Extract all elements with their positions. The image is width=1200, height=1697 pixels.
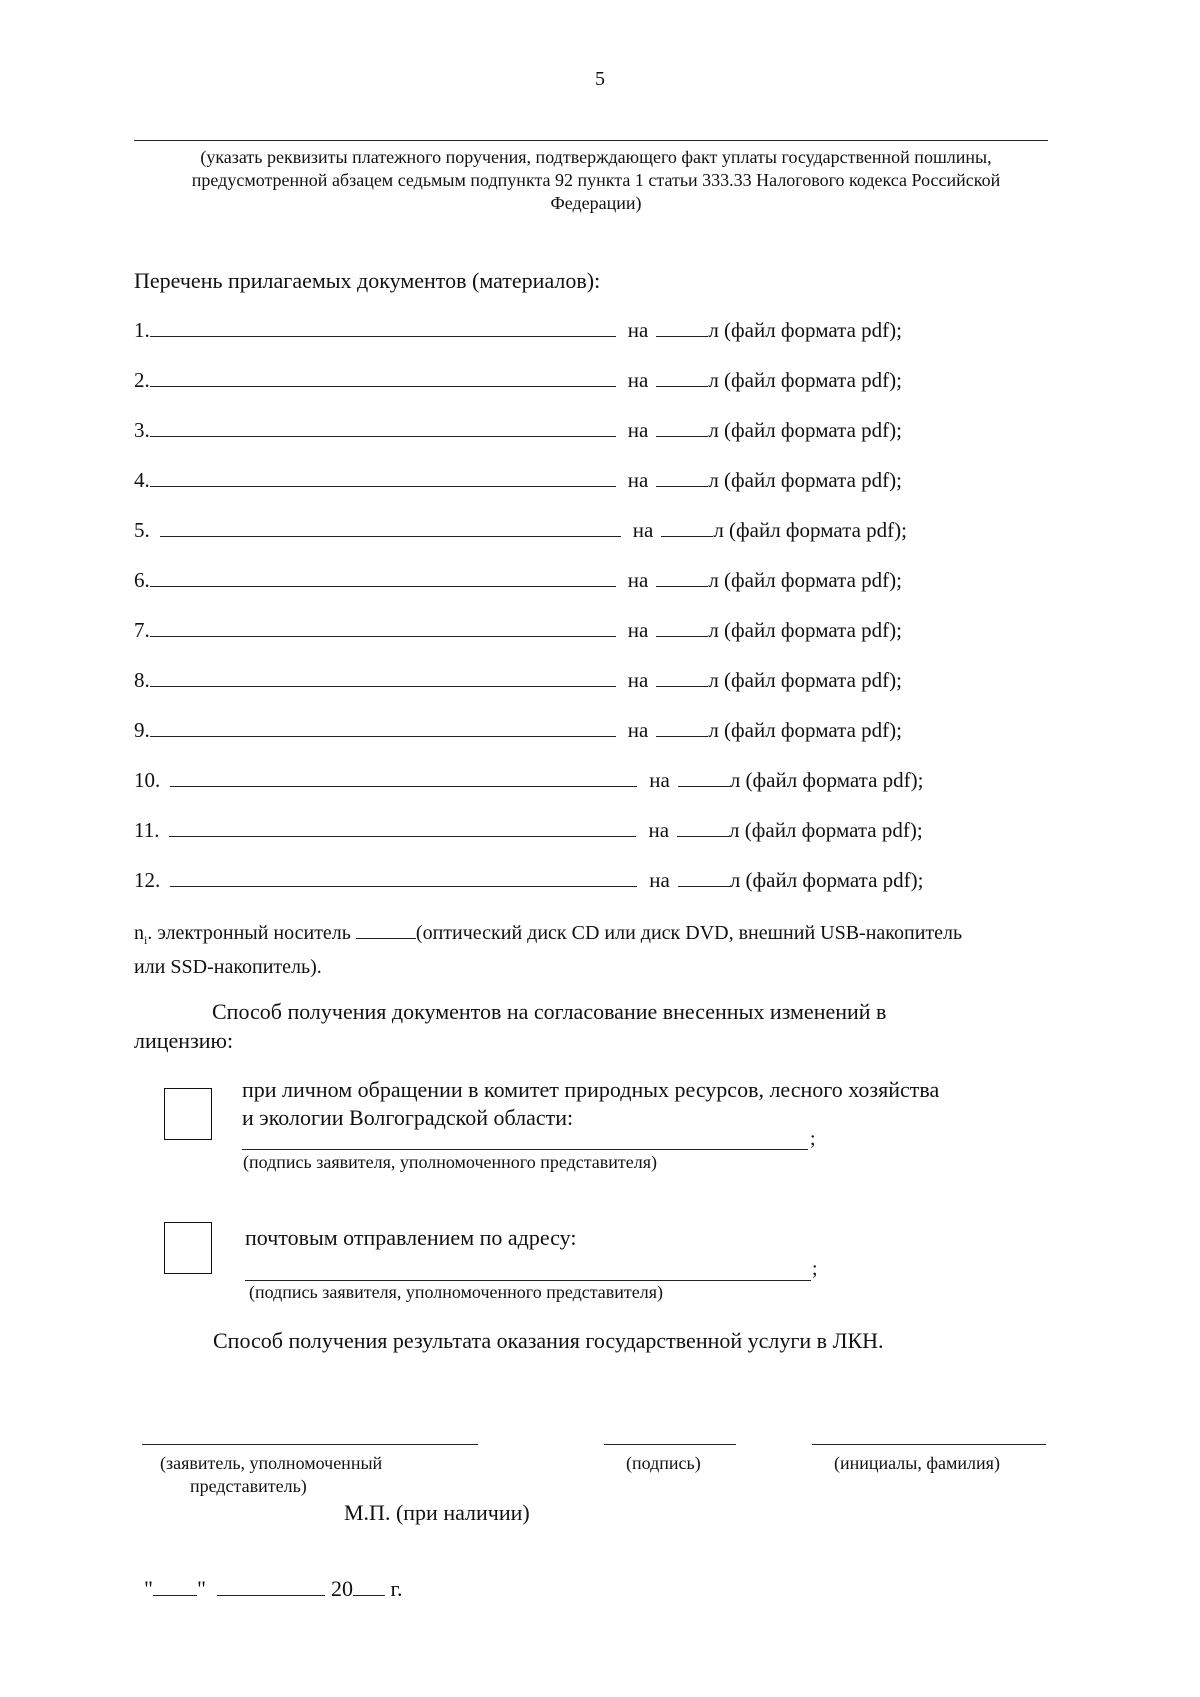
postal-semicolon: ; [812, 1258, 818, 1280]
personal-semicolon: ; [810, 1128, 816, 1150]
na-label: на [627, 418, 649, 442]
format-label: л (файл формата pdf); [708, 368, 902, 392]
date-quote-open: " [144, 1576, 153, 1601]
sheet-count-field[interactable] [656, 319, 708, 337]
payment-details-line [134, 140, 1048, 141]
sheet-count-field[interactable] [678, 869, 730, 887]
row-number: 8. [134, 668, 150, 692]
receipt-method-heading [134, 997, 1074, 1055]
signature-line[interactable] [604, 1444, 736, 1445]
na-label: на [649, 768, 670, 792]
document-row [134, 668, 902, 698]
documents-heading: Перечень прилагаемых документов (материалов): [134, 268, 601, 293]
document-row [134, 768, 923, 798]
personal-signature-field[interactable] [242, 1132, 808, 1150]
document-name-field[interactable] [169, 819, 636, 837]
month-field[interactable] [217, 1578, 325, 1596]
na-label: на [648, 818, 670, 842]
media-subscript: i [144, 933, 148, 947]
year-field[interactable] [353, 1578, 385, 1596]
year-prefix: 20 [330, 1576, 353, 1601]
document-name-field[interactable] [160, 519, 621, 537]
format-label: л (файл формата pdf); [708, 418, 902, 442]
document-row [134, 568, 902, 598]
document-name-field[interactable] [170, 769, 637, 787]
postal-signature-caption: (подпись заявителя, уполномоченного представителя) [249, 1282, 664, 1302]
media-options: (оптический диск CD или диск DVD, внешний USB-накопитель [415, 922, 963, 944]
sheet-count-field[interactable] [677, 819, 729, 837]
row-number: 11. [134, 818, 160, 842]
sheet-count-field[interactable] [661, 519, 713, 537]
payment-note [134, 146, 1058, 215]
document-name-field[interactable] [150, 319, 616, 337]
signature-caption: (подпись) [626, 1453, 701, 1473]
document-name-field[interactable] [150, 419, 616, 437]
media-label: . электронный носитель [147, 922, 351, 944]
document-row [134, 868, 923, 898]
sheet-count-field[interactable] [656, 569, 708, 587]
document-name-field[interactable] [150, 619, 616, 637]
document-row [134, 818, 923, 848]
document-name-field[interactable] [150, 369, 616, 387]
row-number: 9. [134, 718, 150, 742]
format-label: л (файл формата pdf); [713, 518, 907, 542]
year-suffix: г. [390, 1576, 403, 1601]
electronic-media-line [134, 920, 1074, 981]
row-number: 10. [134, 768, 161, 792]
media-options-continued: или SSD-накопитель). [134, 956, 322, 978]
format-label: л (файл формата pdf); [708, 618, 902, 642]
applicant-caption-line-1: (заявитель, уполномоченный [160, 1453, 383, 1473]
sheet-count-field[interactable] [656, 619, 708, 637]
row-number: 4. [134, 468, 150, 492]
document-name-field[interactable] [150, 569, 616, 587]
seal-label: М.П. (при наличии) [344, 1500, 530, 1525]
document-row [134, 718, 902, 748]
personal-visit-checkbox[interactable] [164, 1088, 212, 1140]
format-label: л (файл формата pdf); [708, 468, 902, 492]
sheet-count-field[interactable] [656, 719, 708, 737]
na-label: на [632, 518, 654, 542]
page-number: 5 [595, 68, 605, 90]
row-number: 3. [134, 418, 150, 442]
na-label: на [649, 868, 670, 892]
format-label: л (файл формата pdf); [729, 868, 924, 892]
result-method: Способ получения результата оказания государственной услуги в ЛКН. [213, 1328, 884, 1353]
document-row [134, 418, 902, 448]
postal-option-label: почтовым отправлением по адресу: [245, 1225, 577, 1250]
format-label: л (файл формата pdf); [708, 718, 902, 742]
personal-signature-caption: (подпись заявителя, уполномоченного представителя) [243, 1152, 658, 1172]
na-label: на [627, 568, 649, 592]
sheet-count-field[interactable] [656, 419, 708, 437]
document-row [134, 368, 902, 398]
row-number: 7. [134, 618, 150, 642]
document-row [134, 618, 902, 648]
initials-caption: (инициалы, фамилия) [834, 1453, 1000, 1473]
media-prefix: n [134, 922, 144, 944]
postal-address-field[interactable] [245, 1263, 811, 1281]
payment-note-line-1: (указать реквизиты платежного поручения, подтверждающего факт уплаты государственной пошлины, [200, 147, 992, 167]
receipt-method-line-1: Способ получения документов на согласование внесенных изменений в [212, 999, 887, 1024]
date-line [144, 1576, 403, 1602]
na-label: на [627, 668, 649, 692]
na-label: на [627, 368, 649, 392]
format-label: л (файл формата pdf); [729, 818, 923, 842]
applicant-caption-line-2: представитель) [190, 1476, 307, 1496]
row-number: 12. [134, 868, 161, 892]
na-label: на [627, 318, 649, 342]
document-row [134, 468, 902, 498]
na-label: на [627, 468, 649, 492]
document-row [134, 518, 907, 548]
payment-note-line-2: предусмотренной абзацем седьмым подпункта 92 пункта 1 статьи 333.33 Налогового кодекса Российской [191, 170, 1001, 190]
format-label: л (файл формата pdf); [729, 768, 924, 792]
sheet-count-field[interactable] [678, 769, 730, 787]
personal-visit-line-2: и экологии Волгоградской области: [242, 1105, 574, 1130]
document-name-field[interactable] [150, 669, 616, 687]
personal-visit-option [242, 1076, 1072, 1132]
format-label: л (файл формата pdf); [708, 318, 902, 342]
row-number: 2. [134, 368, 150, 392]
receipt-method-line-2: лицензию: [134, 1028, 234, 1053]
initials-line[interactable] [812, 1444, 1046, 1445]
sheet-count-field[interactable] [656, 469, 708, 487]
date-quote-close: " [196, 1576, 206, 1601]
row-number: 6. [134, 568, 150, 592]
payment-note-line-3: Федерации) [550, 193, 642, 213]
format-label: л (файл формата pdf); [708, 568, 902, 592]
na-label: на [627, 718, 649, 742]
document-name-field[interactable] [170, 869, 637, 887]
na-label: на [627, 618, 649, 642]
row-number: 5. [134, 518, 150, 542]
row-number: 1. [134, 318, 150, 342]
format-label: л (файл формата pdf); [708, 668, 902, 692]
applicant-line[interactable] [142, 1444, 478, 1445]
media-count-field[interactable] [356, 921, 416, 939]
sheet-count-field[interactable] [656, 669, 708, 687]
sheet-count-field[interactable] [656, 369, 708, 387]
document-name-field[interactable] [150, 719, 616, 737]
applicant-caption [160, 1452, 382, 1498]
personal-visit-line-1: при личном обращении в комитет природных ресурсов, лесного хозяйства [242, 1077, 940, 1102]
day-field[interactable] [153, 1578, 197, 1596]
postal-checkbox[interactable] [164, 1222, 212, 1274]
document-row [134, 318, 902, 348]
document-name-field[interactable] [150, 469, 616, 487]
